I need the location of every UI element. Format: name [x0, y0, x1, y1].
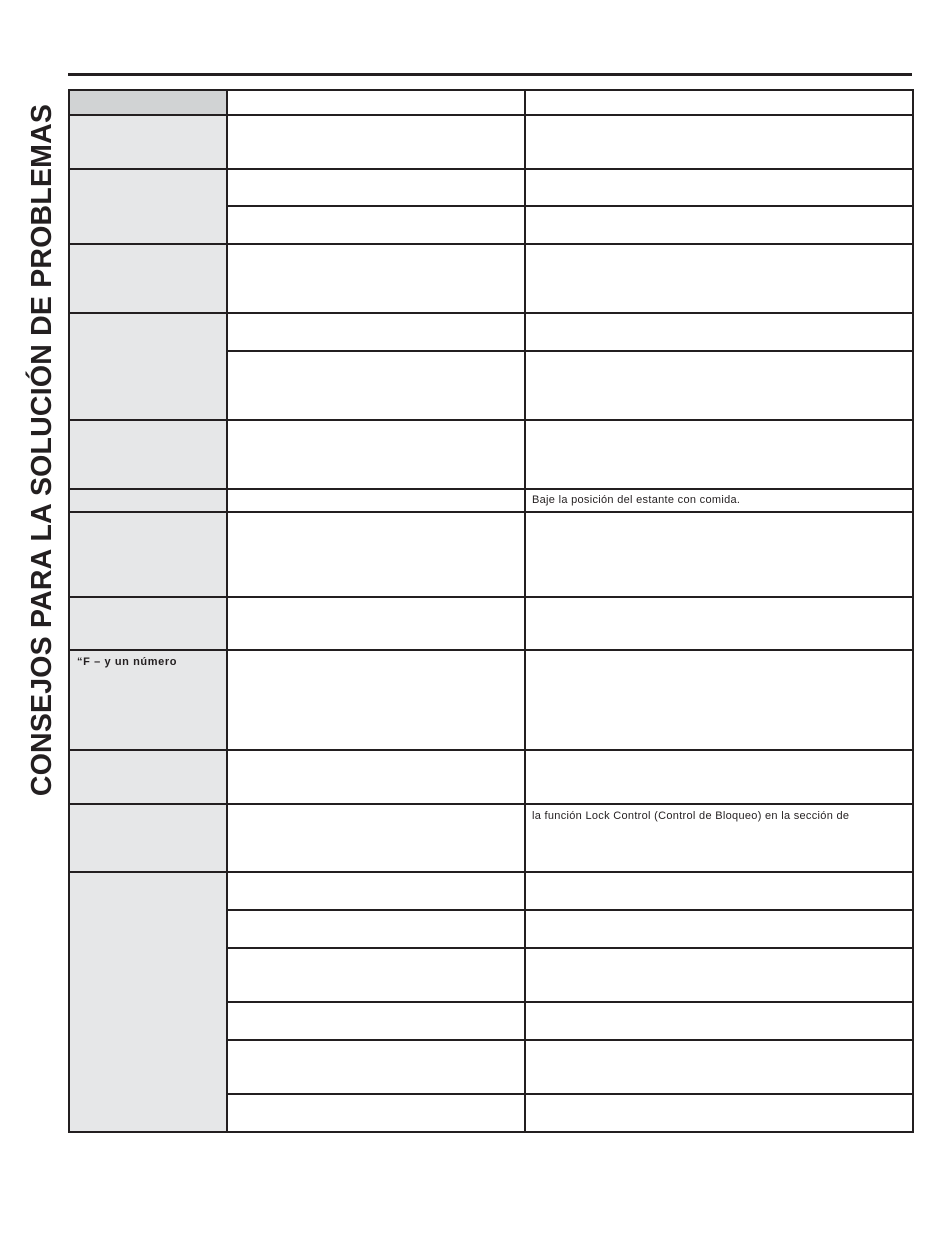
- cause-cell: [227, 804, 525, 872]
- cause-cell: [227, 420, 525, 489]
- solution-cell: [525, 1002, 913, 1040]
- cause-header-cell: [227, 90, 525, 115]
- problem-cell: [69, 804, 227, 872]
- table-row: [69, 597, 913, 650]
- solution-cell: [525, 489, 913, 512]
- solution-cell: [525, 115, 913, 169]
- problem-cell: [69, 489, 227, 512]
- cause-cell: [227, 1040, 525, 1094]
- solution-cell: [525, 420, 913, 489]
- problem-header-cell: [69, 90, 227, 115]
- problem-cell: [69, 750, 227, 804]
- cause-cell: [227, 597, 525, 650]
- table-row: [69, 420, 913, 489]
- cause-cell: [227, 512, 525, 597]
- cause-cell: [227, 1094, 525, 1132]
- problem-cell: [69, 420, 227, 489]
- cause-cell: [227, 313, 525, 351]
- problem-cell: [69, 115, 227, 169]
- cause-cell: [227, 115, 525, 169]
- problem-cell: [69, 872, 227, 1132]
- problem-cell: [69, 313, 227, 420]
- problem-cell: [69, 244, 227, 313]
- cause-cell: [227, 872, 525, 910]
- cause-cell: [227, 948, 525, 1002]
- cause-cell: [227, 351, 525, 420]
- solution-cell: [525, 750, 913, 804]
- solution-cell: [525, 313, 913, 351]
- table-row: [69, 115, 913, 169]
- solution-cell: [525, 1094, 913, 1132]
- solution-cell: [525, 206, 913, 244]
- solution-cell: [525, 650, 913, 750]
- lock-control-solution-text: la función Lock Control (Control de Bloqueo) en la sección de: [532, 810, 850, 822]
- table-row: [69, 244, 913, 313]
- cause-cell: [227, 1002, 525, 1040]
- solution-cell: [525, 1040, 913, 1094]
- solution-header-cell: [525, 90, 913, 115]
- cause-cell: [227, 169, 525, 206]
- table-row: [69, 313, 913, 351]
- problem-cell: [69, 512, 227, 597]
- cause-cell: [227, 206, 525, 244]
- table-row: [69, 750, 913, 804]
- shelf-solution-text: Baje la posición del estante con comida.: [532, 494, 741, 506]
- side-title: CONSEJOS PARA LA SOLUCIÓN DE PROBLEMAS: [26, 103, 58, 797]
- solution-cell: [525, 804, 913, 872]
- table-header-row: [69, 90, 913, 115]
- solution-cell: [525, 169, 913, 206]
- table-row: [69, 650, 913, 750]
- solution-cell: [525, 244, 913, 313]
- table-row: [69, 872, 913, 910]
- solution-cell: [525, 351, 913, 420]
- troubleshooting-table: [68, 89, 914, 1133]
- problem-cell: [69, 169, 227, 244]
- solution-cell: [525, 948, 913, 1002]
- table-row: [69, 169, 913, 206]
- problem-cell: [69, 597, 227, 650]
- cause-cell: [227, 750, 525, 804]
- solution-cell: [525, 910, 913, 948]
- f-code-problem-text: “F – y un número: [77, 656, 178, 668]
- table-row: [69, 489, 913, 512]
- table-row: [69, 804, 913, 872]
- problem-cell: [69, 650, 227, 750]
- cause-cell: [227, 244, 525, 313]
- solution-cell: [525, 872, 913, 910]
- cause-cell: [227, 650, 525, 750]
- solution-cell: [525, 597, 913, 650]
- table-row: [69, 512, 913, 597]
- solution-cell: [525, 512, 913, 597]
- cause-cell: [227, 910, 525, 948]
- cause-cell: [227, 489, 525, 512]
- header-rule: [68, 73, 912, 76]
